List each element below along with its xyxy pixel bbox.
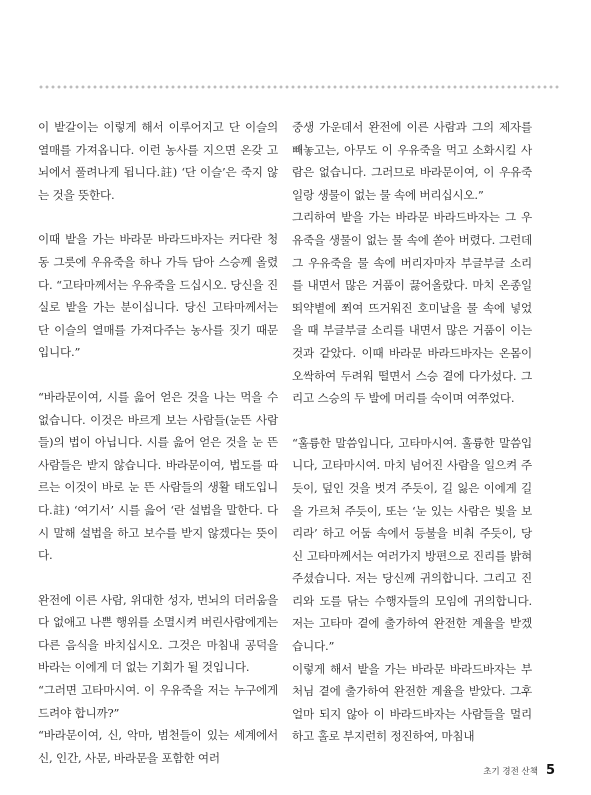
dotted-divider (38, 84, 559, 90)
paragraph: 그리하여 밭을 가는 바라문 바라드바자는 그 우유죽을 생물이 없는 물 속에 쏟아 버렸다. 그런데 그 우유죽을 물 속에 버리자마자 부글부글 소리를 내면서 많은 거품이 끓어올랐다. 마치 온종일 뙤약볕에 쬐여 뜨거워진 호미날을 물 속에 넣었을 때 부글부글 소리를 내면서 많은 거품이 이는 것과 같았다. 이때 바라문 바라드바자는 온몸이 오싹하여 두려워 떨면서 스승 곁에 다가섰다. 그리고 스승의 두 발에 머리를 숙이며 여쭈었다. (292, 210, 532, 406)
paragraph: “바라문이여, 시를 읊어 얻은 것을 나는 먹을 수 없습니다. 이것은 바르게 보는 사람들(눈뜬 사람들)의 법이 아닙니다. 시를 읊어 얻은 것을 눈 뜬 사람들은 받지 않습니다. 바라문이여, 법도를 따르는 이것이 바로 눈 뜬 사람들의 생활 태도입니다.註) ‘여기서’ 시를 읊어 ‘란 설법을 말한다. 다시 말해 설법을 하고 보수를 받지 않겠다는 뜻이다. (38, 389, 278, 563)
paragraph: “바라문이여, 신, 악마, 범천들이 있는 세계에서 신, 인간, 사문, 바라문을 포함한 여러 (38, 728, 278, 765)
paragraph: 이렇게 해서 밭을 가는 바라문 바라드바자는 부처님 곁에 출가하여 완전한 계율을 받았다. 그후 얼마 되지 않아 이 바라드바자는 사람들을 멀리하고 홀로 부지런히 정진하여, 마침내 (292, 661, 532, 744)
page-number: 5 (545, 763, 555, 778)
page-footer (483, 763, 555, 778)
left-text-column (38, 116, 278, 769)
paragraph: 완전에 이른 사람, 위대한 성자, 번뇌의 더러움을 다 없애고 나쁜 행위를 소멸시켜 버린사람에게는 다른 음식을 바치십시오. 그것은 마침내 공덕을 바라는 이에게 더 없는 기회가 될 것입니다. (38, 592, 278, 675)
book-title: 초기 경전 산책 (483, 767, 538, 777)
paragraph: “훌륭한 말씀입니다, 고타마시여. 훌륭한 말씀입니다, 고타마시여. 마치 넘어진 사람을 일으켜 주듯이, 덮인 것을 벗겨 주듯이, 길 잃은 이에게 길을 가르쳐 주듯이, 또는 ‘눈 있는 사람은 빛을 보리라’ 하고 어둠 속에서 등불을 비춰 주듯이, 당신 고타마께서는 여러가지 방편으로 진리를 밝혀 주셨습니다. 저는 당신께 귀의합니다. 그리고 진리와 도를 닦는 수행자들의 모임에 귀의합니다. 저는 고타마 곁에 출가하여 완전한 계율을 받겠습니다.” (292, 435, 532, 654)
paragraph: 중생 가운데서 완전에 이른 사람과 그의 제자를 빼놓고는, 아무도 이 우유죽을 먹고 소화시킬 사람은 없습니다. 그러므로 바라문이여, 이 우유죽일랑 생물이 없는 물 속에 버리십시오.” (292, 120, 532, 202)
paragraph: “그러면 고타마시여. 이 우유죽을 저는 누구에게 드려야 합니까?” (38, 683, 278, 720)
paragraph: 이 밭갈이는 이렇게 해서 이루어지고 단 이슬의 열매를 가져옵니다. 이런 농사를 지으면 온갖 고뇌에서 풀려나게 됩니다.註) ‘단 이슬’은 죽지 않는 것을 뜻한다. (38, 120, 278, 202)
paragraph: 이때 밭을 가는 바라문 바라드바자는 커다란 청동 그릇에 우유죽을 하나 가득 담아 스승께 올렸다. “고타마께서는 우유죽을 드십시오. 당신을 진실로 밭을 가는 분이십니다. 당신 고타마께서는 단 이슬의 열매를 가져다주는 농사를 짓기 때문입니다.” (38, 232, 278, 360)
right-text-column (292, 116, 532, 748)
